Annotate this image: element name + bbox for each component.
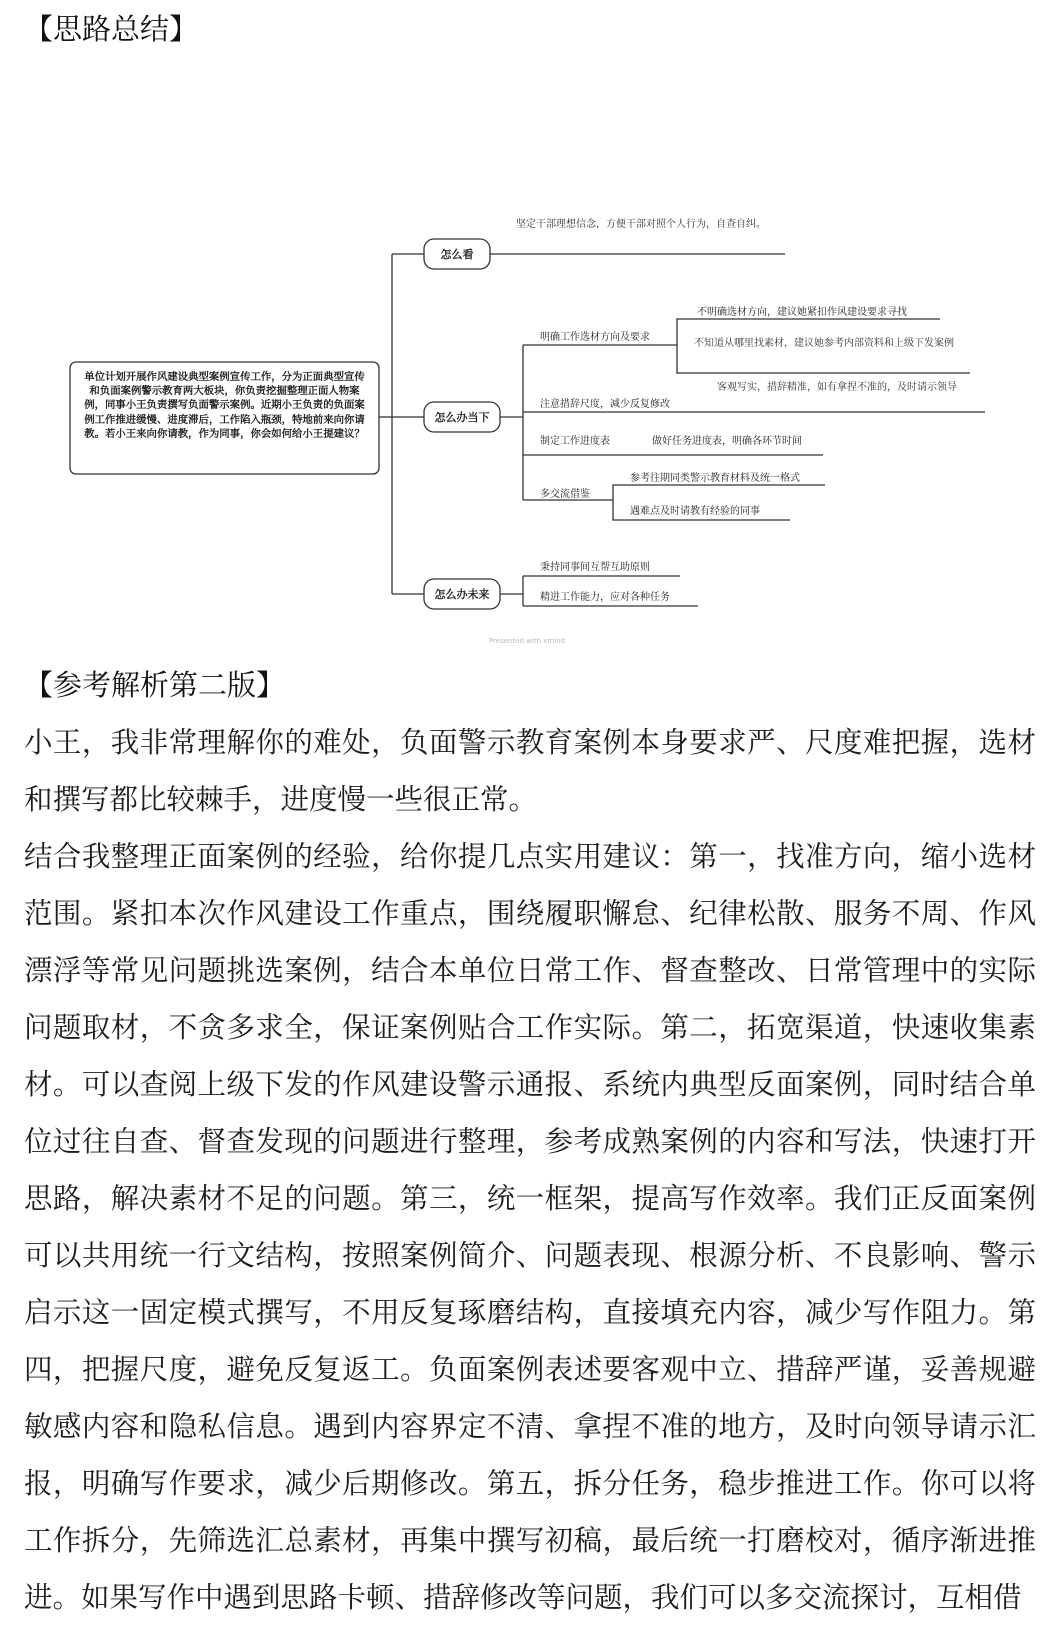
paragraph: 小王，我非常理解你的难处，负面警示教育案例本身要求严、尺度难把握，选材和撰写都比较棘手，进度慢一些很正常。 — [24, 726, 1036, 816]
mind-map — [0, 0, 1059, 660]
paragraph: 结合我整理正面案例的经验，给你提几点实用建议：第一，找准方向，缩小选材范围。紧扣本次作风建设工作重点，围绕履职懈怠、纪律松散、服务不周、作风漂浮等常见问题挑选案例，结合本单位日常工作、督查整改、日常管理中的实际问题取材，不贪多求全，保证案例贴合工作实际。第二，拓宽渠道，快速收集素材。可以查阅上级下发的作风建设警示通报、系统内典型反面案例，同时结合单位过往自查、督查发现的问题进行整理，参考成熟案例的内容和写法，快速打开思路，解决素材不足的问题。第三，统一框架，提高写作效率。我们正反面案例可以共用统一行文结构，按照案例简介、问题表现、根源分析、不良影响、警示启示这一固定模式撰写，不用反复琢磨结构，直接填充内容，减少写作阻力。第四，把握尺度，避免反复返工。负面案例表述要客观中立、措辞严谨，妥善规避敏感内容和隐私信息。遇到内容界定不清、拿捏不准的地方，及时向领导请示汇报，明确写作要求，减少后期修改。第五，拆分任务，稳步推进工作。你可以将工作拆分，先筛选汇总素材，再集中撰写初稿，最后统一打磨校对，循序渐进推进。如果写作中遇到思路卡顿、措辞修改等问题，我们可以多交流探讨，互相借 — [24, 840, 1036, 1614]
sub-item: 参考往期同类警示教育材料及统一格式 — [630, 473, 800, 484]
sub-item: 不知道从哪里找素材，建议她参考内部资料和上级下发案例 — [694, 338, 954, 349]
item-wording: 注意措辞尺度，减少反复修改 — [540, 399, 670, 410]
item-exchange: 多交流借鉴 — [540, 489, 590, 500]
mindmap-footer: Presented with xmind — [488, 637, 566, 645]
future-item: 精进工作能力，应对各种任务 — [540, 592, 670, 603]
branch-label-future: 怎么办未来 — [434, 588, 490, 601]
sub-item: 遇难点及时请教有经验的同事 — [630, 506, 760, 517]
sub-item: 做好任务进度表，明确各环节时间 — [652, 436, 802, 447]
future-item: 秉持同事间互帮互助原则 — [540, 562, 650, 573]
item-select-direction: 明确工作选材方向及要求 — [540, 332, 650, 343]
root-node-text: 单位计划开展作风建设典型案例宣传工作，分为正面典型宣传和负面案例警示教育两大板块，你负责挖掘整理正面人物案例，同事小王负责撰写负面警示案例。近期小王负责的负面案例工作推进缓慢、进度滞后，工作陷入瓶颈，特地前来向你请教。若小王来向你请教，作为同事，你会如何给小王提建议？ — [84, 371, 365, 440]
section-heading-analysis: 【参考解析第二版】 — [24, 668, 286, 702]
item-schedule: 制定工作进度表 — [540, 436, 610, 447]
branch1-note: 坚定干部理想信念，方便干部对照个人行为，自查自纠。 — [516, 219, 766, 230]
section-heading-summary: 【思路总结】 — [24, 12, 199, 46]
branch-label-how-to-see: 怎么看 — [440, 248, 474, 261]
connector — [613, 485, 825, 500]
sub-item: 客观写实，措辞精准，如有拿捏不准的，及时请示领导 — [717, 382, 957, 393]
branch-label-now: 怎么办当下 — [434, 411, 490, 424]
sub-item: 不明确选材方向，建议她紧扣作风建设要求寻找 — [697, 307, 907, 318]
